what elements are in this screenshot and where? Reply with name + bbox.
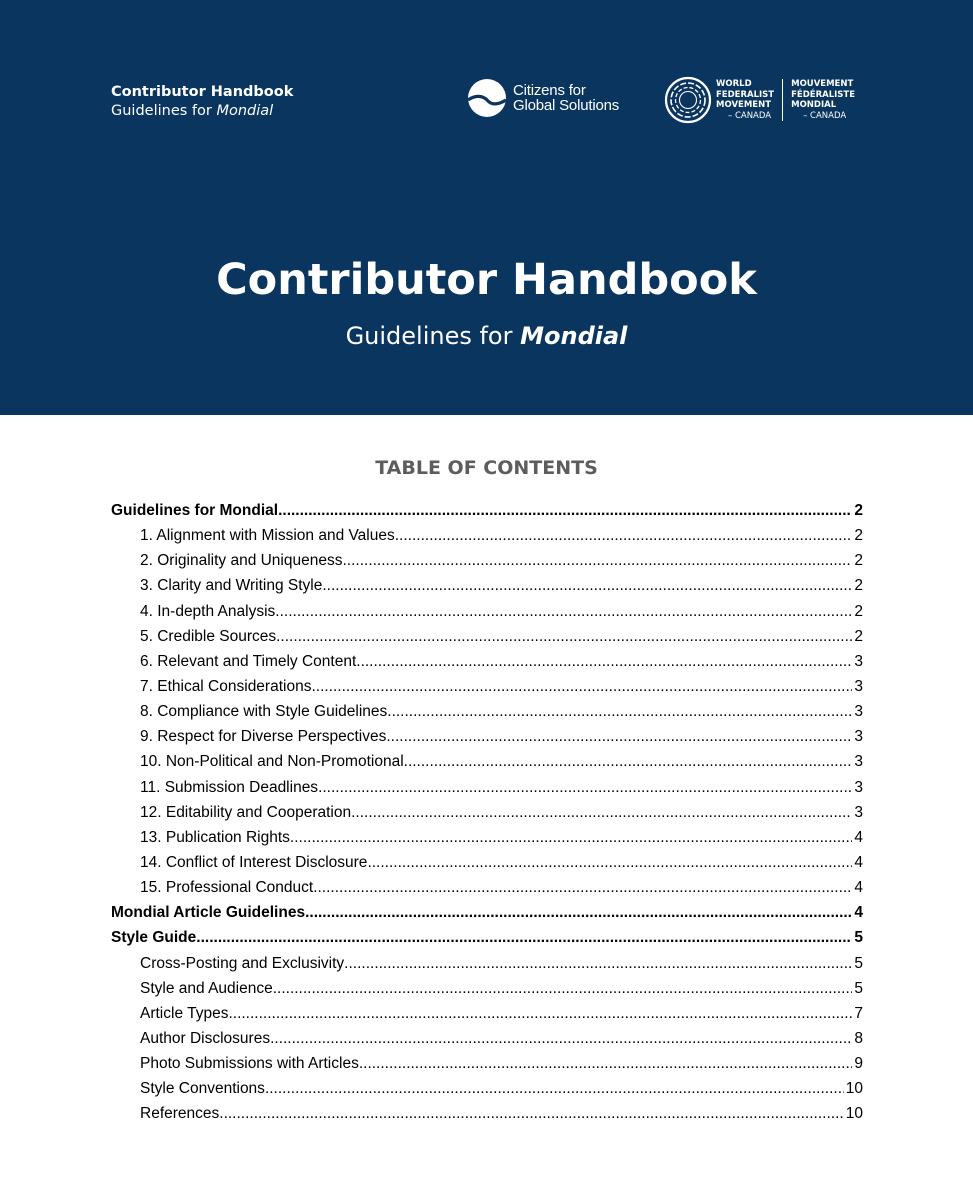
toc-dot-leader	[270, 1030, 852, 1048]
toc-entry[interactable]	[111, 1005, 863, 1030]
wfm-en-line: MOVEMENT	[716, 100, 772, 110]
toc-entry-page: 2	[854, 627, 863, 645]
toc-entry-page: 4	[854, 853, 863, 871]
toc-entry-label: 4. In-depth Analysis	[140, 602, 276, 620]
toc-dot-leader	[273, 980, 853, 998]
toc-entry-label: Mondial Article Guidelines	[111, 904, 306, 922]
toc-entry-label: Photo Submissions with Articles	[140, 1055, 359, 1073]
toc-dot-leader	[278, 502, 852, 520]
toc-entry-label: 6. Relevant and Timely Content	[140, 652, 357, 670]
wfm-french-text	[783, 79, 855, 121]
subtitle-prefix: Guidelines for	[345, 322, 521, 350]
toc-entry[interactable]	[111, 1105, 863, 1130]
toc-entry-label: 2. Originality and Uniqueness	[140, 552, 343, 570]
toc-entry[interactable]	[111, 829, 863, 854]
toc-entry-label: 14. Conflict of Interest Disclosure	[140, 853, 368, 871]
toc-entry[interactable]	[111, 577, 863, 602]
toc-dot-leader	[318, 779, 852, 797]
toc-entry-page: 3	[854, 652, 863, 670]
toc-entry[interactable]	[111, 1055, 863, 1080]
toc-entry-page: 5	[854, 929, 863, 947]
toc-entry-label: Style Conventions	[140, 1080, 265, 1098]
toc-entry[interactable]	[111, 728, 863, 753]
toc-entry-page: 2	[854, 552, 863, 570]
toc-entry[interactable]	[111, 678, 863, 703]
toc-entry-page: 9	[854, 1055, 863, 1073]
wfm-fr-line: – CANADA	[803, 110, 847, 121]
toc-entry[interactable]	[111, 552, 863, 577]
toc-entry[interactable]	[111, 1080, 863, 1105]
toc-entry-page: 8	[854, 1029, 863, 1047]
toc-entry[interactable]	[111, 980, 863, 1005]
toc-entry-page: 3	[854, 803, 863, 821]
page-subtitle	[0, 318, 973, 354]
toc-entry[interactable]	[111, 628, 863, 653]
toc-dot-leader	[387, 703, 852, 721]
toc-dot-leader	[276, 628, 852, 646]
toc-entry-label: 10. Non-Political and Non-Promotional	[140, 753, 404, 771]
toc-entry-label: 9. Respect for Diverse Perspectives	[140, 728, 387, 746]
toc-dot-leader	[395, 527, 853, 545]
cgs-logo-icon	[466, 77, 508, 119]
wfm-english-text	[716, 79, 783, 121]
toc-entry-page: 3	[854, 677, 863, 695]
toc-entry[interactable]	[111, 653, 863, 678]
toc-dot-leader	[322, 577, 852, 595]
small-subtitle-emphasis: Mondial	[216, 103, 274, 119]
toc-entry-label: 5. Credible Sources	[140, 627, 277, 645]
toc-dot-leader	[219, 1105, 843, 1123]
toc-entry-page: 4	[854, 879, 863, 897]
toc-dot-leader	[311, 678, 852, 696]
header-banner	[0, 0, 973, 415]
page-title: Contributor Handbook	[216, 255, 757, 305]
toc-entry-page: 2	[854, 577, 863, 595]
toc-entry-label: 13. Publication Rights	[140, 828, 290, 846]
wfm-fr-line: FÉDÉRALISTE	[791, 89, 856, 100]
toc-dot-leader	[313, 879, 852, 897]
toc-entry[interactable]	[111, 703, 863, 728]
toc-entry-page: 3	[854, 778, 863, 796]
toc-dot-leader	[356, 653, 852, 671]
toc-dot-leader	[228, 1005, 852, 1023]
toc-entry[interactable]	[111, 603, 863, 628]
toc-entry[interactable]	[111, 904, 863, 929]
small-title-line: Contributor Handbook	[111, 84, 294, 100]
toc-dot-leader	[305, 904, 852, 922]
toc-entry-page: 7	[854, 1004, 863, 1022]
toc-entry[interactable]	[111, 955, 863, 980]
toc-entry-page: 4	[854, 904, 863, 922]
cgs-line-2: Global Solutions	[513, 97, 620, 114]
toc-dot-leader	[342, 552, 852, 570]
toc-entry-page: 5	[854, 979, 863, 997]
small-subtitle-line	[111, 102, 293, 121]
toc-dot-leader	[386, 728, 852, 746]
toc-dot-leader	[359, 1055, 853, 1073]
toc-entry[interactable]	[111, 1030, 863, 1055]
wfm-fr-line: MONDIAL	[791, 100, 837, 110]
toc-entry-label: 8. Compliance with Style Guidelines	[140, 703, 388, 721]
toc-entry-label: 12. Editability and Cooperation	[140, 803, 352, 821]
toc-entry-label: Style and Audience	[140, 979, 273, 997]
toc-dot-leader	[367, 854, 852, 872]
subtitle-emphasis: Mondial	[520, 322, 628, 350]
toc-entry[interactable]	[111, 929, 863, 954]
toc-entry-page: 2	[854, 502, 863, 519]
toc-entry-page: 10	[845, 1080, 863, 1098]
toc-entry-label: Cross-Posting and Exclusivity	[140, 954, 345, 972]
toc-entry-page: 3	[854, 728, 863, 746]
toc-dot-leader	[196, 929, 852, 947]
table-of-contents	[111, 502, 863, 1131]
toc-dot-leader	[265, 1080, 844, 1098]
toc-dot-leader	[290, 829, 852, 847]
cgs-logo	[466, 76, 619, 120]
toc-entry-page: 2	[854, 602, 863, 620]
toc-entry[interactable]	[111, 804, 863, 829]
toc-entry-label: References	[140, 1105, 220, 1123]
cgs-line-1: Citizens for	[513, 82, 586, 99]
toc-entry[interactable]	[111, 779, 863, 804]
toc-entry[interactable]	[111, 753, 863, 778]
toc-entry-label: Article Types	[140, 1004, 229, 1022]
toc-entry-label: 11. Submission Deadlines	[140, 778, 319, 796]
toc-entry[interactable]	[111, 527, 863, 552]
toc-dot-leader	[351, 804, 852, 822]
toc-entry-label: 3. Clarity and Writing Style	[140, 577, 323, 595]
toc-dot-leader	[275, 603, 852, 621]
toc-entry-label: 1. Alignment with Mission and Values	[140, 527, 395, 545]
wfm-fr-line: MOUVEMENT	[791, 79, 854, 89]
wfm-globe-icon	[664, 76, 712, 124]
header-small-title	[111, 83, 293, 121]
toc-entry-label: Author Disclosures	[140, 1029, 271, 1047]
toc-entry-label: Style Guide	[111, 929, 197, 947]
wfm-en-line: WORLD	[716, 79, 752, 89]
toc-entry[interactable]	[111, 502, 863, 527]
toc-entry[interactable]	[111, 879, 863, 904]
toc-entry-label: 15. Professional Conduct	[140, 879, 314, 897]
wfm-logo	[664, 76, 855, 124]
toc-entry[interactable]	[111, 854, 863, 879]
toc-entry-label: Guidelines for Mondial	[111, 502, 279, 519]
toc-dot-leader	[344, 955, 852, 973]
toc-dot-leader	[404, 753, 853, 771]
toc-heading: TABLE OF CONTENTS	[375, 457, 598, 479]
toc-entry-page: 3	[854, 703, 863, 721]
toc-entry-page: 4	[854, 828, 863, 846]
wfm-en-line: FEDERALIST	[716, 89, 775, 100]
cgs-logo-text	[513, 83, 619, 113]
wfm-en-line: – CANADA	[728, 110, 772, 121]
toc-entry-page: 2	[854, 527, 863, 545]
toc-entry-page: 3	[854, 753, 863, 771]
toc-entry-label: 7. Ethical Considerations	[140, 677, 312, 695]
toc-entry-page: 5	[854, 954, 863, 972]
small-subtitle-prefix: Guidelines for	[111, 103, 217, 119]
toc-entry-page: 10	[845, 1105, 863, 1123]
